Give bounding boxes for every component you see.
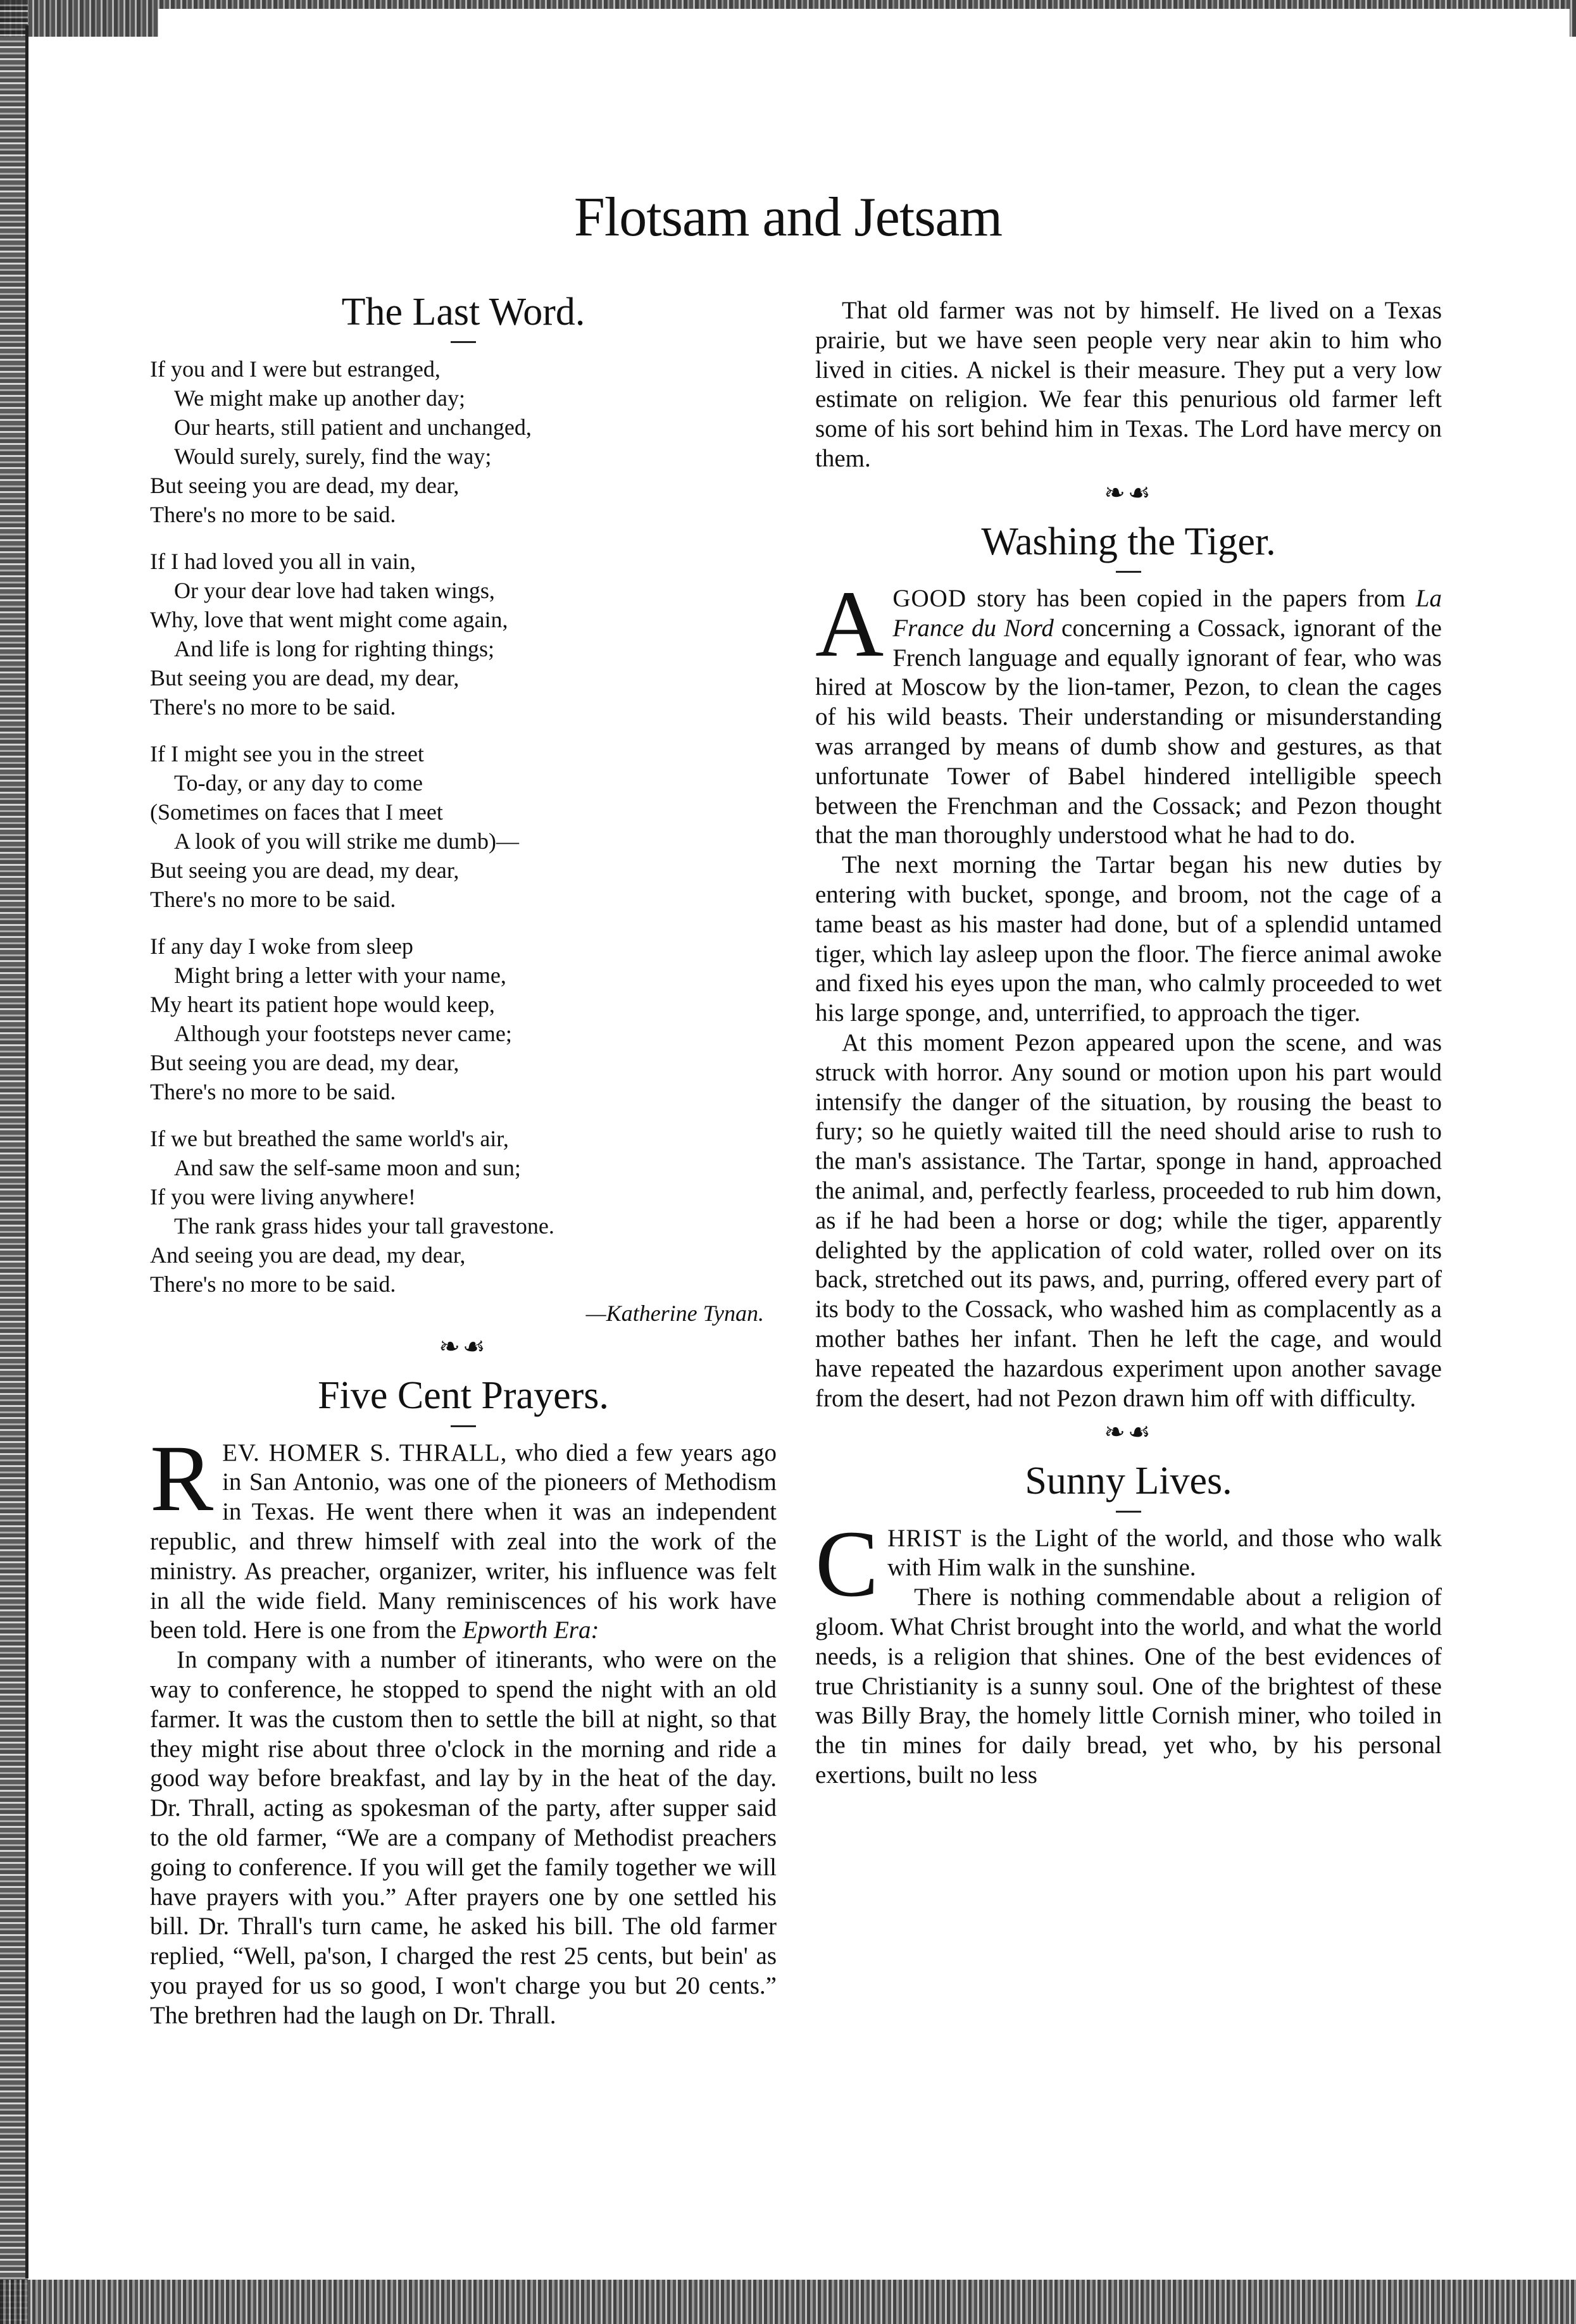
poem-stanza	[150, 932, 777, 1106]
poem-line: And saw the self-same moon and sun;	[174, 1155, 521, 1181]
poem-line: And life is long for righting things;	[174, 636, 494, 662]
poem-line: There's no more to be said.	[150, 694, 396, 720]
scan-edge-left	[0, 0, 28, 2324]
heading-washing-the-tiger: Washing the Tiger.	[981, 520, 1276, 563]
poem-line: Would surely, surely, find the way;	[174, 444, 492, 470]
poem-line: There's no more to be said.	[150, 1079, 396, 1105]
article-five-cent-prayers-continued	[815, 296, 1442, 474]
section-ornament: ❧☙	[1104, 1418, 1153, 1447]
poem-line: A look of you will strike me dumb)—	[174, 828, 519, 854]
poem-line: Or your dear love had taken wings,	[174, 578, 495, 604]
poem-line: If I might see you in the street	[150, 741, 424, 767]
paragraph	[815, 1511, 1442, 1616]
paragraph: In company with a number of itinerants, who were on the way to conference, he stopped to spend the night with an old farmer. It was the custom then to settle the bill at night, so that they might rise about three o'clock in the morning and ride a good way before breakfast, and lay by in the heat of the day. Dr. Thrall, acting as spokesman of the party, after supper said to the old farmer, “We are a company of Methodist preachers going to conference. If you will get the family together we will have prayers with you.” After prayers one by one settled his bill. Dr. Thrall's turn came, he asked his bill. The old farmer replied, “Well, pa'son, I charged the rest 25 cents, but bein' as you prayed for us so good, I won't charge you but 20 cents.” The brethren had the laugh on Dr. Thrall.	[150, 1646, 777, 2029]
heading-last-word: The Last Word.	[341, 290, 585, 334]
paragraph	[150, 1425, 777, 1646]
poem-line: If I had loved you all in vain,	[150, 549, 416, 575]
poem-stanza	[150, 1124, 777, 1299]
poem-line: There's no more to be said.	[150, 1271, 396, 1297]
page-margin-rule	[25, 25, 28, 2278]
article-washing-the-tiger	[815, 572, 1442, 1413]
article-five-cent-prayers	[150, 1425, 777, 2031]
poem-stanza	[150, 739, 777, 914]
article-sunny-lives	[815, 1511, 1442, 1790]
poem-line: If any day I woke from sleep	[150, 934, 413, 959]
section-ornament: ❧☙	[439, 1332, 488, 1361]
lead-in: GOOD	[892, 585, 966, 613]
poem-line: Although your footsteps never came;	[174, 1021, 512, 1047]
heading-sunny-lives: Sunny Lives.	[1025, 1459, 1232, 1503]
poem-line: If you were living anywhere!	[150, 1184, 416, 1210]
poem-line: Might bring a letter with your name,	[174, 963, 506, 989]
section-ornament: ❧☙	[1104, 478, 1153, 507]
paragraph	[815, 572, 1442, 851]
lead-in: EV. HOMER S. THRALL,	[222, 1439, 508, 1466]
paragraph: The next morning the Tartar began his new duties by entering with bucket, sponge, and broom, not the cage of a tame beast as his master had done, but of a splendid untamed tiger, which lay asleep upon the floor. The fierce animal awoke and fixed his eyes upon the man, who calmly proceeded to wet his large sponge, and, unterrified, to approach the tiger.	[815, 851, 1442, 1027]
drop-cap: A	[815, 572, 884, 677]
poem-line: If we but breathed the same world's air,	[150, 1126, 509, 1152]
poem-line: There's no more to be said.	[150, 887, 396, 913]
page-title: Flotsam and Jetsam	[573, 187, 1003, 248]
drop-cap: C	[815, 1511, 879, 1616]
poem-the-last-word	[150, 354, 777, 1299]
poem-line: But seeing you are dead, my dear,	[150, 473, 460, 499]
poem-stanza	[150, 547, 777, 722]
heading-dash	[1116, 1511, 1141, 1513]
poem-line: Why, love that went might come again,	[150, 607, 508, 633]
poem-line: And seeing you are dead, my dear,	[150, 1242, 466, 1268]
poem-line: But seeing you are dead, my dear,	[150, 1050, 460, 1076]
heading-five-cent-prayers: Five Cent Prayers.	[318, 1374, 609, 1418]
text: who died a few years ago in San Antonio, was one of the pioneers of Methodism in Texas. He went there when it was an independent republic, and threw himself with zeal into the work of the ministry. As preacher, organizer, writer, his influence was felt in all the wide field. Many reminiscences of his work have been told. Here is one from the	[150, 1439, 777, 1644]
poem-line: The rank grass hides your tall gravestone.	[174, 1213, 554, 1239]
text: concerning a Cossack, ignorant of the French language and equally ignorant of fear, who was hired at Moscow by the lion-tamer, Pezon, to clean the cages of his wild beasts. Their understanding or misunderstanding was arranged by means of dumb show and gestures, as that unfortunate Tower of Babel hindered intelligible speech between the Frenchman and the Cossack; and Pezon thought that the man thoroughly understood what he had to do.	[815, 614, 1442, 849]
paragraph: That old farmer was not by himself. He lived on a Texas prairie, but we have seen people very near akin to him who lived in cities. A nickel is their measure. They put a very low estimate on religion. We fear this penurious old farmer left some of his sort behind him in Texas. The Lord have mercy on them.	[815, 297, 1442, 472]
poem-line: To-day, or any day to come	[174, 770, 423, 796]
poem-line: (Sometimes on faces that I meet	[150, 799, 443, 825]
heading-dash	[451, 1425, 476, 1427]
poem-line: Our hearts, still patient and unchanged,	[174, 415, 532, 440]
poem-line: My heart its patient hope would keep,	[150, 992, 495, 1018]
heading-dash	[1116, 571, 1141, 573]
paragraph: At this moment Pezon appeared upon the scene, and was struck with horror. Any sound or motion upon his part would intensify the danger of the situation, by rousing the beast to fury; so he quietly waited till the need should arise to rush to the man's assistance. The Tartar, sponge in hand, approached the animal, and, perfectly fearless, proceeded to rub him down, as if he had been a horse or dog; while the tiger, apparently delighted by the application of cold water, rolled over on its back, stretched out its paws, and, purring, offered every part of its body to the Cossack, who washed him as complacently as a mother bathes her infant. Then he left the cage, and would have repeated the hazardous experiment upon another savage from the desert, had not Pezon drawn him off with difficulty.	[815, 1029, 1442, 1412]
drop-cap: R	[150, 1425, 214, 1531]
poem-attribution: —Katherine Tynan.	[585, 1301, 764, 1327]
poem-line: There's no more to be said.	[150, 502, 396, 528]
scan-edge-top-mask	[158, 9, 1570, 37]
lead-in: HRIST	[887, 1524, 962, 1552]
poem-line: If you and I were but estranged,	[150, 356, 441, 382]
scan-edge-bottom	[0, 2280, 1576, 2324]
heading-dash	[451, 341, 476, 343]
right-column	[815, 296, 1442, 1790]
text: is the Light of the world, and those who walk with Him walk in the sunshine.	[887, 1524, 1442, 1582]
source-title: La France du Nord	[892, 585, 1442, 642]
poem-line: We might make up another day;	[174, 385, 465, 411]
paragraph: There is nothing commendable about a religion of gloom. What Christ brought into the world, and what the world needs, is a religion that shines. One of the best evidences of true Christianity is a sunny soul. One of the brightest of these was Billy Bray, the homely little Cornish miner, who toiled in the tin mines for daily bread, yet who, by his personal exertions, built no less	[815, 1584, 1442, 1789]
poem-line: But seeing you are dead, my dear,	[150, 665, 460, 691]
source-title: Epworth Era:	[462, 1616, 599, 1644]
poem-stanza	[150, 354, 777, 529]
text: story has been copied in the papers from	[966, 585, 1416, 613]
poem-line: But seeing you are dead, my dear,	[150, 858, 460, 884]
left-column	[150, 290, 777, 2031]
